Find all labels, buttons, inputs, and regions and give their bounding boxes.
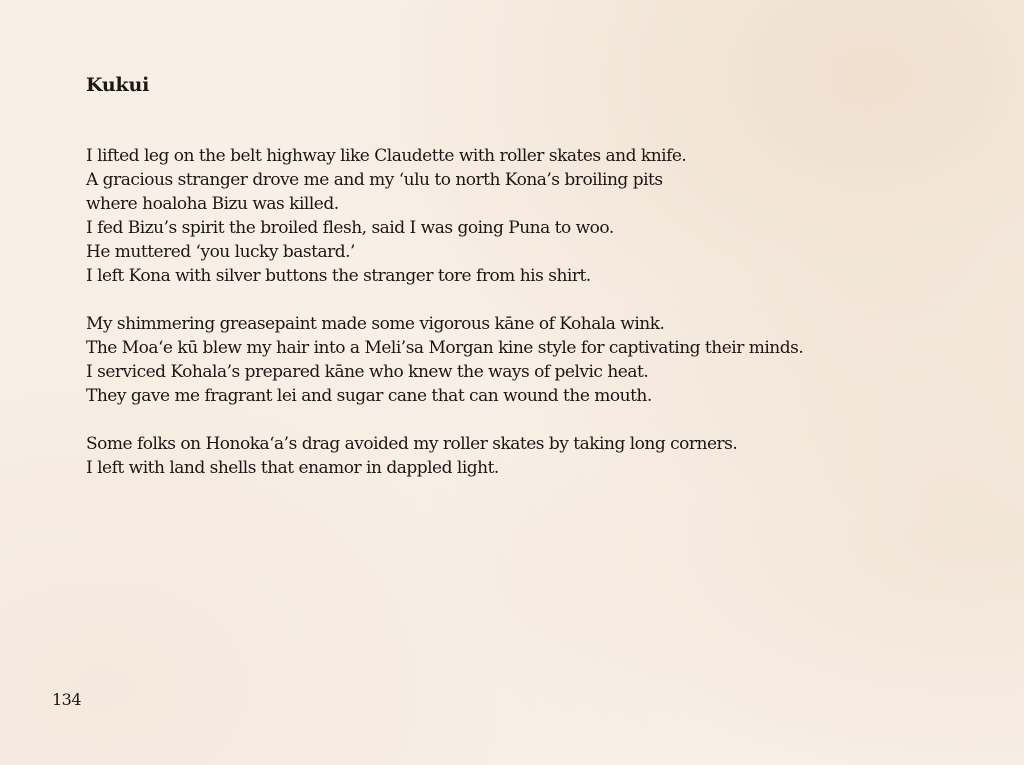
poem-body — [86, 144, 966, 504]
poem-line: I lifted leg on the belt highway like Claudette with roller skates and knife. — [86, 146, 687, 166]
poem-line: He muttered ‘you lucky bastard.’ — [86, 242, 355, 262]
stanza-3 — [86, 432, 966, 480]
poem-line: My shimmering greasepaint made some vigorous kāne of Kohala wink. — [86, 314, 665, 334]
stanza-1 — [86, 144, 966, 288]
page-number: 134 — [52, 690, 82, 709]
poem-line: The Moa‘e kū blew my hair into a Meli’sa Morgan kine style for captivating their minds. — [86, 338, 804, 358]
poem-title: Kukui — [86, 74, 150, 96]
poem-line: where hoaloha Bizu was killed. — [86, 194, 339, 214]
stanza-2 — [86, 312, 966, 408]
poem-line: I left with land shells that enamor in dappled light. — [86, 458, 499, 478]
poem-line: I serviced Kohala’s prepared kāne who knew the ways of pelvic heat. — [86, 362, 649, 382]
poem-line: They gave me fragrant lei and sugar cane that can wound the mouth. — [86, 386, 652, 406]
poem-line: I left Kona with silver buttons the stranger tore from his shirt. — [86, 266, 591, 286]
poem-line: A gracious stranger drove me and my ‘ulu to north Kona’s broiling pits — [86, 170, 663, 190]
poem-line: I fed Bizu’s spirit the broiled flesh, said I was going Puna to woo. — [86, 218, 614, 238]
poem-line: Some folks on Honoka‘a’s drag avoided my roller skates by taking long corners. — [86, 434, 738, 454]
